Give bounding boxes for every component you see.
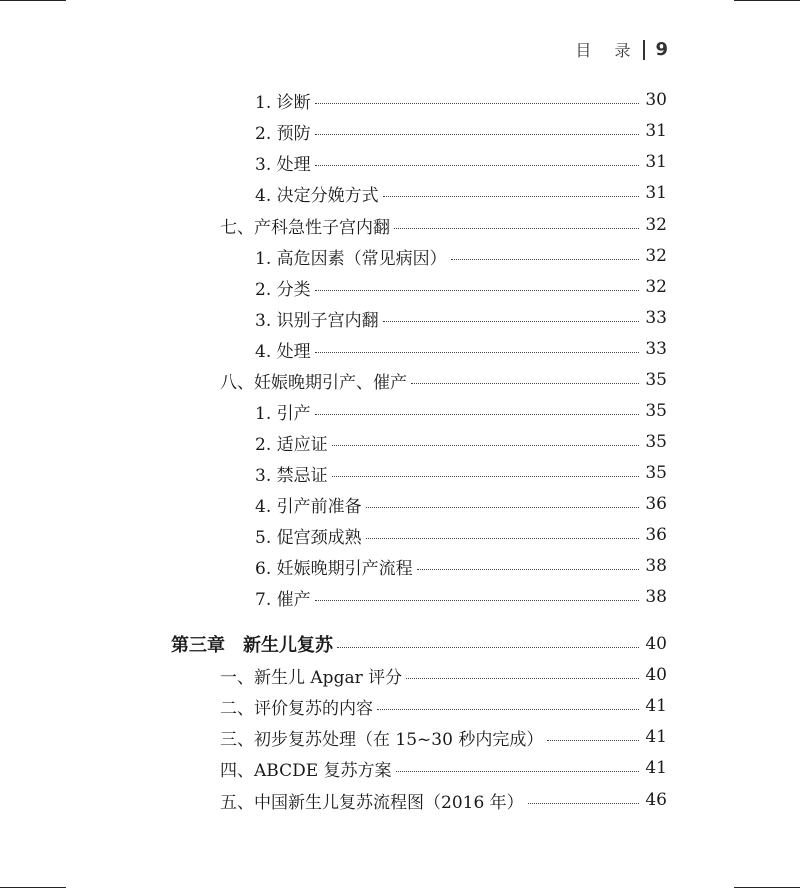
item-title: 5. 促宫颈成熟 (255, 527, 362, 548)
toc-entry[interactable] (220, 211, 667, 239)
toc-page-number: 40 (645, 665, 667, 685)
dot-leader (406, 678, 639, 679)
toc-entry[interactable] (220, 723, 667, 751)
toc-entry[interactable] (220, 661, 667, 689)
item-title: 1. 诊断 (255, 92, 311, 113)
dot-leader (315, 414, 639, 415)
toc-page-number: 36 (645, 525, 667, 545)
toc-page-number: 41 (645, 727, 667, 747)
dot-leader (366, 507, 639, 508)
toc-page-number: 46 (645, 790, 667, 810)
item-title: 3. 处理 (255, 154, 311, 175)
toc-page-number: 32 (645, 277, 667, 297)
toc-page-number: 32 (645, 246, 667, 266)
dot-leader (332, 476, 639, 477)
toc-page-number: 31 (645, 152, 667, 172)
running-head-section: 目 录 (575, 41, 640, 60)
dot-leader (332, 445, 639, 446)
dot-leader (377, 709, 639, 710)
section-title: 五、中国新生儿复苏流程图（2016 年） (220, 792, 524, 813)
item-title: 2. 分类 (255, 279, 311, 300)
dot-leader (315, 134, 639, 135)
dot-leader (528, 803, 639, 804)
dot-leader (394, 228, 639, 229)
section-title: 三、初步复苏处理（在 15~30 秒内完成） (220, 729, 544, 750)
section-title: 四、ABCDE 复苏方案 (220, 760, 392, 781)
dot-leader (396, 771, 639, 772)
toc-entry[interactable] (255, 242, 667, 270)
toc-entry[interactable] (220, 754, 667, 782)
toc-entry[interactable] (255, 459, 667, 487)
toc-entry[interactable] (255, 273, 667, 301)
chapter-title (171, 631, 333, 657)
dot-leader (383, 196, 639, 197)
toc-entry[interactable] (255, 117, 667, 145)
section-title: 八、妊娠晚期引产、催产 (220, 372, 407, 393)
dot-leader (315, 165, 639, 166)
toc-entry[interactable] (220, 366, 667, 394)
dot-leader (315, 290, 639, 291)
toc-entry[interactable] (255, 397, 667, 425)
item-title: 1. 引产 (255, 403, 311, 424)
dot-leader (315, 103, 639, 104)
toc-entry[interactable] (171, 630, 667, 658)
toc-entry[interactable] (255, 86, 667, 114)
dot-leader (411, 383, 639, 384)
toc-page-number: 31 (645, 121, 667, 141)
item-title: 3. 识别子宫内翻 (255, 310, 379, 331)
toc-page-number: 41 (645, 696, 667, 716)
toc-entry[interactable] (255, 521, 667, 549)
chapter-name: 新生儿复苏 (243, 635, 333, 656)
item-title: 2. 适应证 (255, 434, 328, 455)
item-title: 6. 妊娠晚期引产流程 (255, 558, 413, 579)
dot-leader (315, 352, 639, 353)
dot-leader (366, 538, 639, 539)
dot-leader (451, 259, 639, 260)
item-title: 4. 处理 (255, 341, 311, 362)
section-title: 七、产科急性子宫内翻 (220, 217, 390, 238)
toc-page-number: 38 (645, 587, 667, 607)
toc-page-number: 35 (645, 432, 667, 452)
toc-page-number: 35 (645, 463, 667, 483)
toc-page-number: 36 (645, 494, 667, 514)
toc-page-number: 32 (645, 215, 667, 235)
page-number: 9 (655, 39, 668, 60)
dot-leader (315, 600, 639, 601)
toc-entry[interactable] (255, 428, 667, 456)
toc-page-number: 41 (645, 758, 667, 778)
toc-entry[interactable] (255, 179, 667, 207)
item-title: 4. 决定分娩方式 (255, 185, 379, 206)
toc-entry[interactable] (255, 335, 667, 363)
dot-leader (547, 740, 639, 741)
toc-page-number: 40 (645, 634, 667, 654)
crop-mark-top-left (0, 0, 66, 1)
toc-page-number: 30 (645, 90, 667, 110)
toc-page-number: 35 (645, 370, 667, 390)
item-title: 4. 引产前准备 (255, 496, 362, 517)
dot-leader (383, 321, 639, 322)
toc-entry[interactable] (255, 583, 667, 611)
item-title: 1. 高危因素（常见病因） (255, 248, 447, 269)
toc-entry[interactable] (255, 490, 667, 518)
toc-page-number: 35 (645, 401, 667, 421)
section-title: 一、新生儿 Apgar 评分 (220, 667, 403, 688)
crop-mark-top-right (734, 0, 800, 1)
toc-page-number: 33 (645, 308, 667, 328)
item-title: 7. 催产 (255, 589, 311, 610)
item-title: 3. 禁忌证 (255, 465, 328, 486)
chapter-number: 第三章 (171, 635, 225, 656)
toc-entry[interactable] (255, 552, 667, 580)
toc-page-number: 38 (645, 556, 667, 576)
toc-entry[interactable] (220, 786, 667, 814)
section-title: 二、评价复苏的内容 (220, 698, 373, 719)
item-title: 2. 预防 (255, 123, 311, 144)
dot-leader (337, 647, 639, 648)
running-head (575, 38, 668, 61)
dot-leader (417, 569, 639, 570)
toc-entry[interactable] (255, 304, 667, 332)
toc-entry[interactable] (255, 148, 667, 176)
toc-page-number: 31 (645, 183, 667, 203)
toc-entry[interactable] (220, 692, 667, 720)
toc-page-number: 33 (645, 339, 667, 359)
running-head-divider (643, 40, 645, 60)
